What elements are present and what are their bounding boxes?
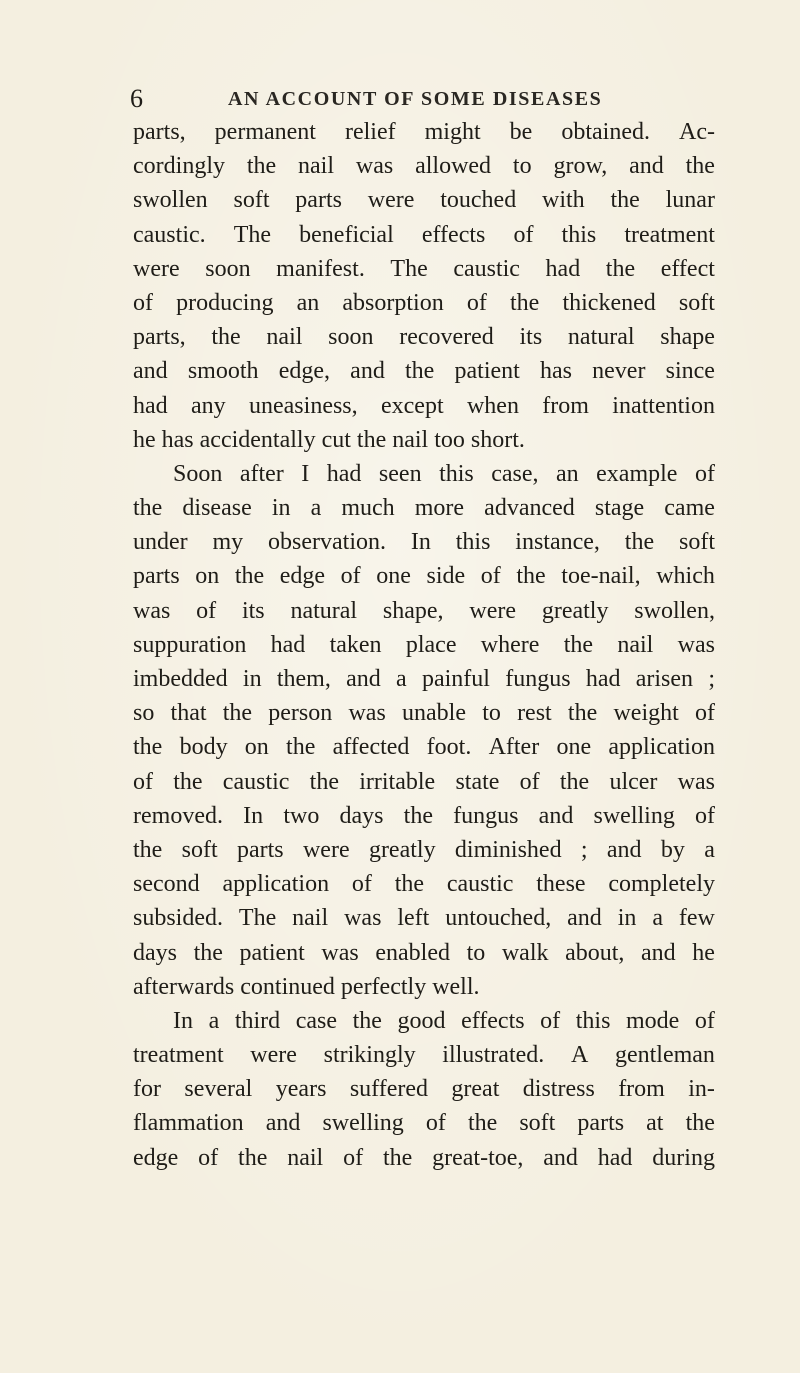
text-line: Soon after I had seen this case, an example of [173,460,715,487]
text-line: flammation and swelling of the soft parts at the [133,1110,715,1137]
text-line: the soft parts were greatly diminished ; and by a [133,836,715,863]
text-line: for several years suffered great distress from in- [133,1076,715,1103]
text-line: so that the person was unable to rest the weight of [133,700,715,727]
text-line: parts, permanent relief might be obtained. Ac- [133,119,715,145]
text-line: imbedded in them, and a painful fungus had arisen ; [133,666,715,692]
text-line: treatment were strikingly illustrated. A gentleman [133,1042,715,1069]
text-line: second application of the caustic these completely [133,871,715,898]
text-line: swollen soft parts were touched with the lunar [133,187,715,214]
text-line: of the caustic the irritable state of the ulcer was [133,768,715,795]
text-line: suppuration had taken place where the nail was [133,631,715,658]
text-line: under my observation. In this instance, the soft [133,529,715,556]
text-line: caustic. The beneficial effects of this treatment [133,221,715,248]
text-line: In a third case the good effects of this mode of [173,1007,715,1034]
text-line: cordingly the nail was allowed to grow, and the [133,153,715,180]
running-head [130,84,730,118]
text-line: were soon manifest. The caustic had the effect [133,255,715,282]
page-number: 6 [130,84,144,113]
text-line: subsided. The nail was left untouched, and in a few [133,905,715,932]
body-text [133,115,715,1175]
text-line: removed. In two days the fungus and swelling of [133,802,715,829]
text-line: parts, the nail soon recovered its natural shape [133,324,715,351]
text-line: and smooth edge, and the patient has never since [133,358,715,385]
text-line: the disease in a much more advanced stage came [133,495,715,522]
running-head-title: AN ACCOUNT OF SOME DISEASES [228,88,603,110]
text-line: of producing an absorption of the thickened soft [133,289,715,316]
text-line: had any uneasiness, except when from inattention [133,392,715,419]
text-line: parts on the edge of one side of the toe-nail, which [133,563,715,590]
text-line: the body on the affected foot. After one application [133,734,715,761]
text-line: afterwards continued perfectly well. [133,973,480,1000]
text-line: edge of the nail of the great-toe, and had during [133,1144,715,1171]
text-line: was of its natural shape, were greatly swollen, [133,597,715,624]
text-line: days the patient was enabled to walk about, and he [133,939,715,966]
text-line: he has accidentally cut the nail too short. [133,426,525,453]
